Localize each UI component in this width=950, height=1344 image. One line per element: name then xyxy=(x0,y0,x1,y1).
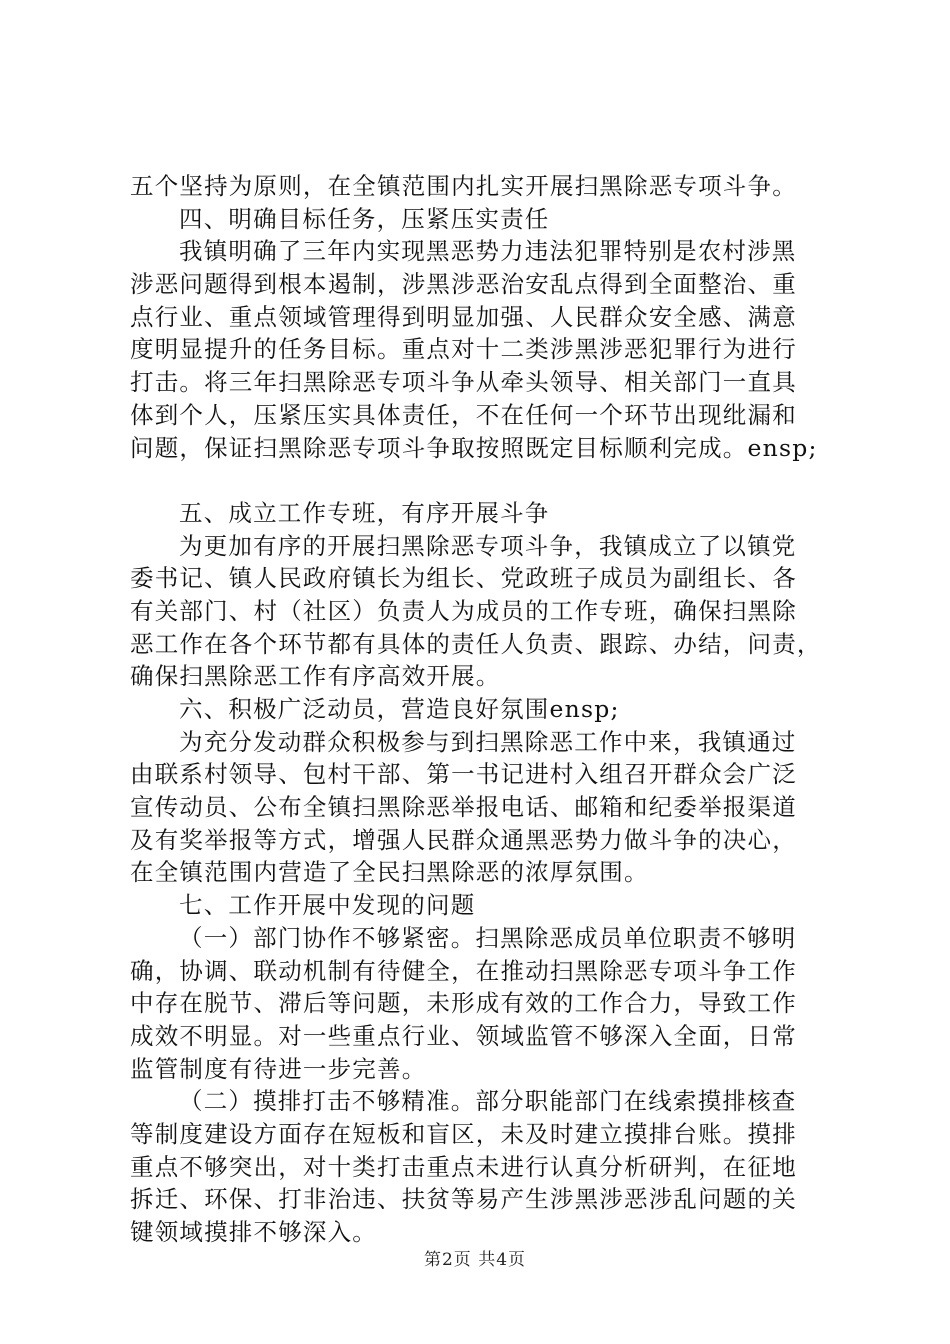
paragraph-line: 度明显提升的任务目标。重点对十二类涉黑涉恶犯罪行为进行 xyxy=(130,335,797,364)
paragraph-line: 成效不明显。对一些重点行业、领域监管不够深入全面，日常 xyxy=(130,1021,797,1050)
paragraph-line: 键领域摸排不够深入。 xyxy=(130,1218,377,1246)
paragraph-line: 体到个人，压紧压实具体责任，不在任何一个环节出现纰漏和 xyxy=(130,400,797,429)
subsection-line: （一）部门协作不够紧密。扫黑除恶成员单位职责不够明 xyxy=(179,923,797,952)
paragraph-line: 问题，保证扫黑除恶专项斗争取按照既定目标顺利完成。ensp; xyxy=(130,433,818,462)
blank-line xyxy=(130,464,830,497)
paragraph-line: 监管制度有待进一步完善。 xyxy=(130,1054,427,1083)
document-body xyxy=(130,170,830,1249)
section-heading: 七、工作开展中发现的问题 xyxy=(179,891,476,920)
paragraph-line: 涉恶问题得到根本遏制，涉黑涉恶治安乱点得到全面整治、重 xyxy=(130,270,797,299)
section-heading: 五、成立工作专班，有序开展斗争 xyxy=(179,498,550,527)
page-footer: 第2页 共4页 xyxy=(423,1250,527,1270)
paragraph-line: 我镇明确了三年内实现黑恶势力违法犯罪特别是农村涉黑 xyxy=(179,237,797,266)
paragraph-line: 点行业、重点领域管理得到明显加强、人民群众安全感、满意 xyxy=(130,302,797,331)
paragraph-line: 为充分发动群众积极参与到扫黑除恶工作中来，我镇通过 xyxy=(179,727,797,756)
section-heading: 四、明确目标任务，压紧压实责任 xyxy=(179,204,550,233)
paragraph-line: 确，协调、联动机制有待健全，在推动扫黑除恶专项斗争工作 xyxy=(130,956,797,985)
paragraph-line: 恶工作在各个环节都有具体的责任人负责、跟踪、办结，问责， xyxy=(130,629,822,658)
paragraph-line: 及有奖举报等方式，增强人民群众通黑恶势力做斗争的决心， xyxy=(130,825,797,854)
section-heading: 六、积极广泛动员，营造良好氛围ensp; xyxy=(179,695,620,723)
paragraph-line: 由联系村领导、包村干部、第一书记进村入组召开群众会广泛 xyxy=(130,760,797,789)
paragraph-line: 在全镇范围内营造了全民扫黑除恶的浓厚氛围。 xyxy=(130,858,649,887)
paragraph-line: 五个坚持为原则，在全镇范围内扎实开展扫黑除恶专项斗争。 xyxy=(130,172,797,200)
paragraph-line: 宣传动员、公布全镇扫黑除恶举报电话、邮箱和纪委举报渠道 xyxy=(130,793,797,822)
paragraph-line: 等制度建设方面存在短板和盲区，未及时建立摸排台账。摸排 xyxy=(130,1119,797,1148)
paragraph-line: 为更加有序的开展扫黑除恶专项斗争，我镇成立了以镇党 xyxy=(179,531,797,560)
paragraph-line: 中存在脱节、滞后等问题，未形成有效的工作合力，导致工作 xyxy=(130,989,797,1018)
paragraph-line: 有关部门、村（社区）负责人为成员的工作专班，确保扫黑除 xyxy=(130,596,797,625)
subsection-line: （二）摸排打击不够精准。部分职能部门在线索摸排核查 xyxy=(179,1087,797,1116)
paragraph-line: 拆迁、环保、打非治违、扶贫等易产生涉黑涉恶涉乱问题的关 xyxy=(130,1185,797,1214)
paragraph-line: 确保扫黑除恶工作有序高效开展。 xyxy=(130,662,501,691)
paragraph-line: 重点不够突出，对十类打击重点未进行认真分析研判，在征地 xyxy=(130,1152,797,1181)
paragraph-line: 委书记、镇人民政府镇长为组长、党政班子成员为副组长、各 xyxy=(130,564,797,593)
paragraph-line: 打击。将三年扫黑除恶专项斗争从牵头领导、相关部门一直具 xyxy=(130,368,797,397)
